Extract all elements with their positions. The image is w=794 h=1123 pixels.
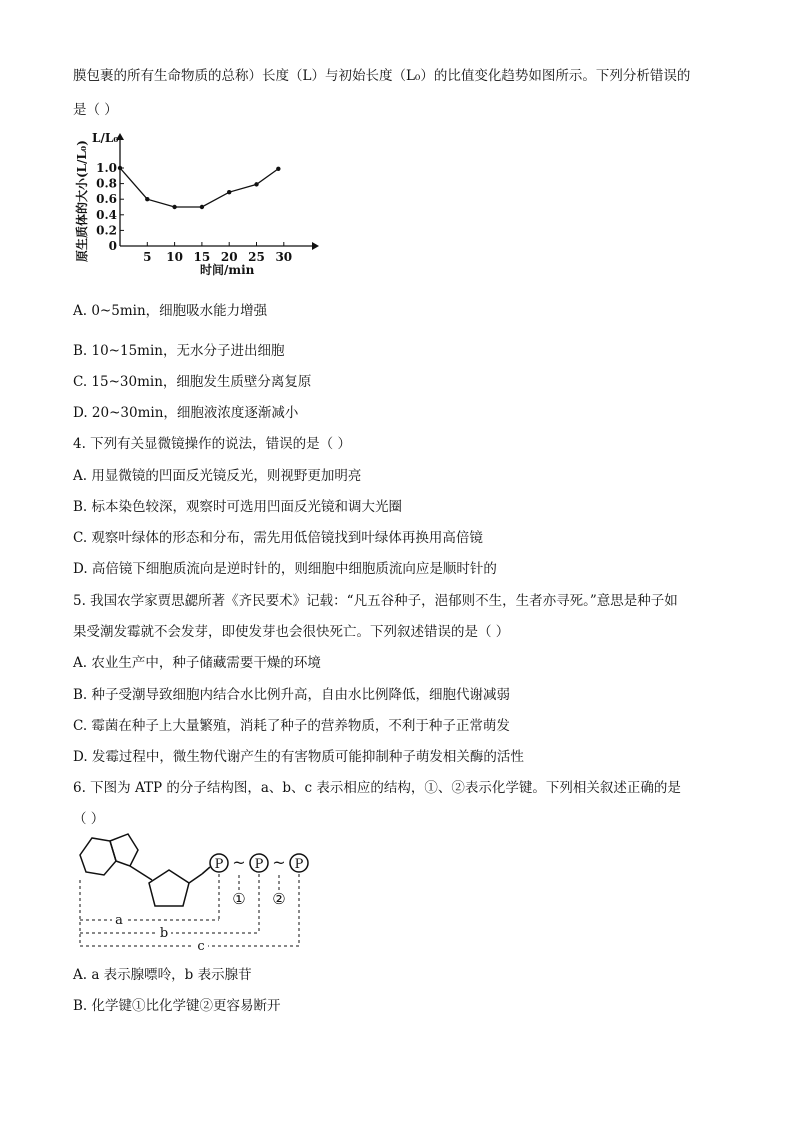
q5-option-d: D. 发霉过程中，微生物代谢产生的有害物质可能抑制种子萌发相关酶的活性 <box>73 749 524 765</box>
atp-structure-diagram <box>72 828 322 956</box>
data-point <box>200 205 204 209</box>
question-4: 4. 下列有关显微镜操作的说法，错误的是（ ） <box>73 436 351 452</box>
phosphate-2-label: P <box>254 857 264 872</box>
data-point <box>276 167 280 171</box>
q3-option-c: C. 15~30min，细胞发生质壁分离复原 <box>73 374 312 390</box>
structure-c-label: c <box>197 939 205 954</box>
q5-option-a: A. 农业生产中，种子储藏需要干燥的环境 <box>73 655 321 671</box>
x-tick-label: 20 <box>220 250 238 264</box>
bond-1-marker: ① <box>232 890 246 908</box>
x-tick-label: 30 <box>275 250 293 264</box>
protoplast-size-chart <box>72 128 322 278</box>
q4-option-b: B. 标本染色较深，观察时可选用凹面反光镜和调大光圈 <box>73 499 403 515</box>
ribose-phosphate-bond <box>189 874 202 883</box>
data-point <box>227 190 231 194</box>
question-5-line-2: 果受潮发霉就不会发芽，即使发芽也会很快死亡。下列叙述错误的是（ ） <box>73 624 510 640</box>
data-point <box>145 197 149 201</box>
q3-option-b: B. 10~15min，无水分子进出细胞 <box>73 343 285 359</box>
y-tick-label: 0.6 <box>96 192 117 207</box>
q5-option-c: C. 霉菌在种子上大量繁殖，消耗了种子的营养物质，不利于种子正常萌发 <box>73 718 510 734</box>
phosphate-1-label: P <box>214 857 224 872</box>
structure-b-label: b <box>159 926 169 941</box>
q5-option-b: B. 种子受潮导致细胞内结合水比例升高，自由水比例降低，细胞代谢减弱 <box>73 687 511 703</box>
y-tick-label: 0.2 <box>96 223 117 238</box>
q4-option-d: D. 高倍镜下细胞质流向是逆时针的，则细胞中细胞质流向应是顺时针的 <box>73 561 497 577</box>
q3-option-a: A. 0~5min，细胞吸水能力增强 <box>73 303 268 319</box>
high-energy-bond-2: ~ <box>272 853 286 872</box>
q3-option-d: D. 20~30min，细胞液浓度逐渐减小 <box>73 405 299 421</box>
question-5-line-1: 5. 我国农学家贾思勰所著《齐民要术》记载：“凡五谷种子，浥郁则不生，生者亦寻死。”意思是种子如 <box>73 593 678 609</box>
y-tick-label: 0 <box>108 239 117 253</box>
x-axis-label: 时间/min <box>200 263 255 277</box>
structure-a-label: a <box>115 913 123 928</box>
question-6-line-2: （ ） <box>73 811 105 827</box>
chart-axes <box>116 133 319 250</box>
y-axis-label: 原生质体的大小(L/L₀) <box>75 140 89 262</box>
data-point <box>118 166 122 170</box>
adenine-pentagon-ring <box>110 834 138 866</box>
q4-option-a: A. 用显微镜的凹面反光镜反光，则视野更加明亮 <box>73 468 362 484</box>
y-tick-label: 0.8 <box>96 176 117 191</box>
y-tick-label: 1.0 <box>96 161 117 175</box>
q6-option-a: A. a 表示腺嘌呤，b 表示腺苷 <box>73 967 252 983</box>
x-tick-label: 10 <box>166 250 183 264</box>
high-energy-bond-1: ~ <box>232 853 246 872</box>
x-tick-label: 5 <box>143 250 152 264</box>
x-tick-label: 15 <box>193 250 211 264</box>
x-tick-label: 25 <box>248 250 265 264</box>
series-line <box>120 168 278 207</box>
question-intro-line-1: 膜包裹的所有生命物质的总称）长度（L）与初始长度（L₀）的比值变化趋势如图所示。下列分析错误的 <box>73 68 691 84</box>
q6-option-b: B. 化学键①比化学键②更容易断开 <box>73 998 281 1014</box>
glycosidic-bond <box>130 866 152 880</box>
phosphate-3-label: P <box>294 857 304 872</box>
data-point <box>172 205 176 209</box>
y-axis-unit-label: L/L₀ <box>92 131 119 145</box>
bond-2-marker: ② <box>272 890 286 908</box>
q4-option-c: C. 观察叶绿体的形态和分布，需先用低倍镜找到叶绿体再换用高倍镜 <box>73 530 483 546</box>
question-6-line-1: 6. 下图为 ATP 的分子结构图，a、b、c 表示相应的结构，①、②表示化学键。下列相关叙述正确的是 <box>73 780 681 796</box>
question-intro-line-2: 是（ ） <box>73 102 118 118</box>
ribose-pentagon <box>149 870 189 906</box>
data-point <box>254 182 258 186</box>
y-tick-label: 0.4 <box>96 207 117 222</box>
